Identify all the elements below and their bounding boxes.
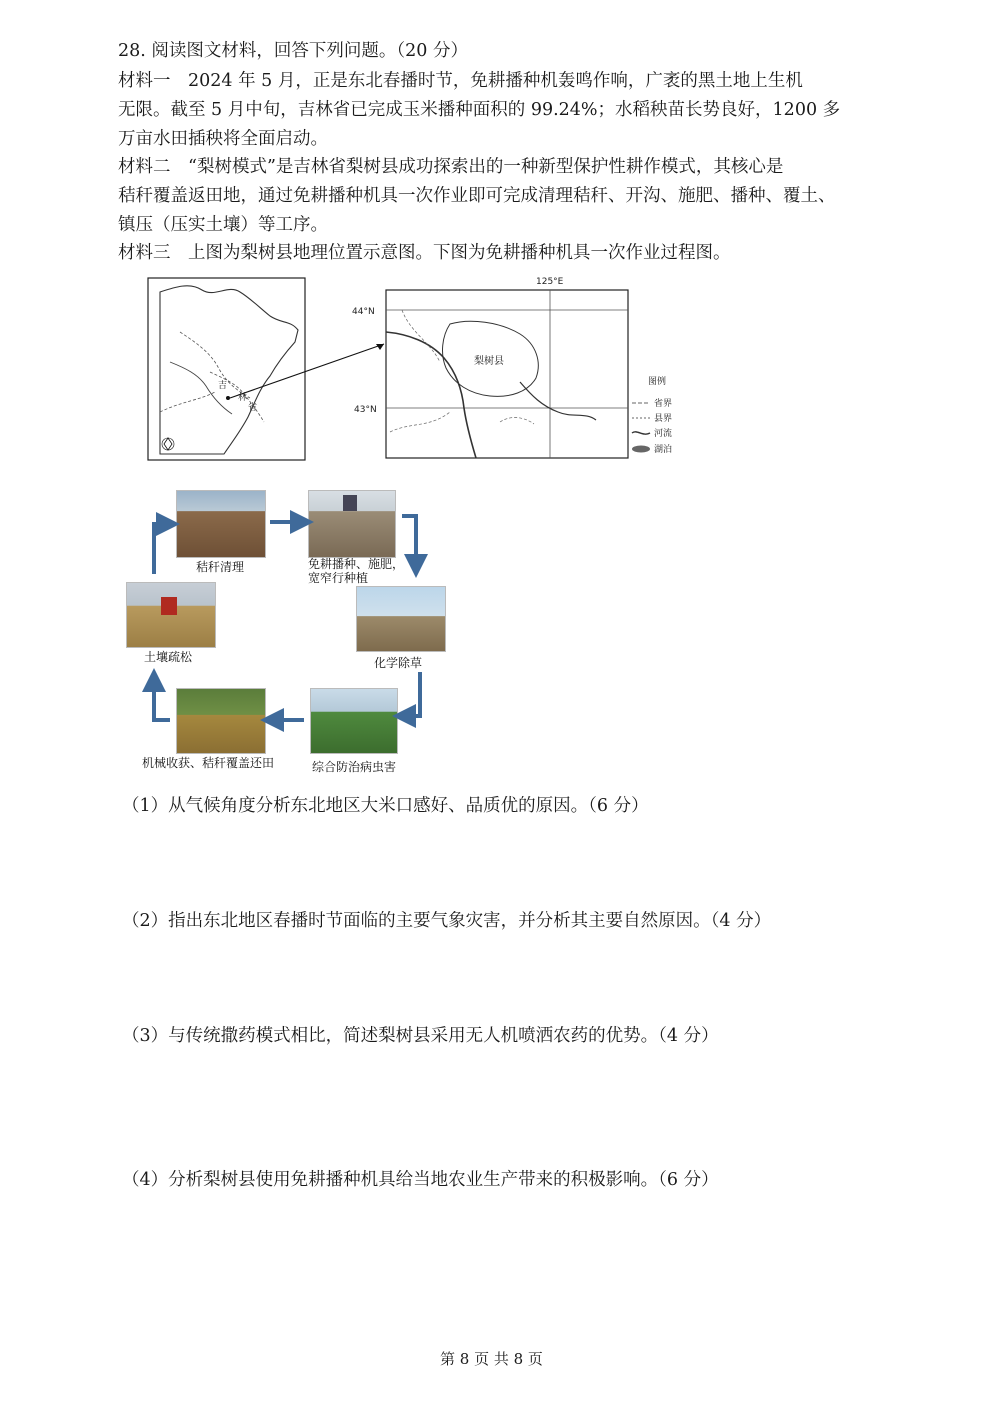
svg-text:湖泊: 湖泊: [654, 445, 673, 455]
arrow-up-left: [154, 680, 170, 720]
material2-line3: 镇压（压实土壤）等工序。: [118, 215, 328, 235]
caption-chemical-weeding: 化学除草: [374, 656, 423, 670]
svg-text:河流: 河流: [654, 429, 673, 439]
caption-pest-control: 综合防治病虫害: [312, 760, 397, 774]
question-heading: 28. 阅读图文材料，回答下列问题。（20 分）: [118, 41, 468, 61]
cycle-arrows: [120, 484, 460, 776]
map-legend: [632, 375, 672, 455]
material1-line2: 无限。截至 5 月中旬，吉林省已完成玉米播种面积的 99.24%；水稻秧苗长势良好，1200 多: [118, 100, 841, 120]
material2-line2: 秸秆覆盖返田地，通过免耕播种机具一次作业即可完成清理秸秆、开沟、施肥、播种、覆土、: [118, 186, 836, 206]
caption-straw-clearing: 秸秆清理: [196, 560, 245, 574]
svg-text:省界: 省界: [654, 399, 673, 409]
caption-soil-loosening: 土壤疏松: [144, 650, 193, 664]
svg-text:吉: 吉: [218, 381, 228, 391]
caption-no-till-seeding-2: 宽窄行种植: [308, 571, 369, 585]
svg-text:44°N: 44°N: [352, 307, 375, 317]
subquestion-1: （1）从气候角度分析东北地区大米口感好、品质优的原因。（6 分）: [122, 796, 649, 816]
svg-text:县界: 县界: [654, 414, 673, 424]
svg-text:43°N: 43°N: [354, 405, 377, 415]
location-map: [140, 272, 695, 464]
detail-frame: [386, 290, 628, 458]
subquestion-3: （3）与传统撒药模式相比，简述梨树县采用无人机喷洒农药的优势。（4 分）: [122, 1026, 719, 1046]
svg-text:图例: 图例: [648, 377, 667, 387]
svg-text:省: 省: [248, 403, 258, 413]
svg-text:林: 林: [238, 393, 248, 403]
lishu-point: [226, 396, 230, 400]
material1-line3: 万亩水田插秧将全面启动。: [118, 129, 328, 149]
svg-text:125°E: 125°E: [536, 277, 564, 287]
subquestion-2: （2）指出东北地区春播时节面临的主要气象灾害，并分析其主要自然原因。（4 分）: [122, 911, 772, 931]
arrow-down-right: [402, 516, 416, 566]
material2-line1: 材料二 “梨树模式”是吉林省梨树县成功探索出的一种新型保护性耕作模式，其核心是: [118, 157, 784, 177]
arrow-down-to-pest: [404, 672, 420, 716]
arrow-up-to-clearing: [154, 524, 168, 574]
material1-line1: 材料一 2024 年 5 月，正是东北春播时节，免耕播种机轰鸣作响，广袤的黑土地上生机: [118, 71, 803, 91]
caption-harvest: 机械收获、秸秆覆盖还田: [142, 756, 275, 770]
material3-line: 材料三 上图为梨树县地理位置示意图。下图为免耕播种机具一次作业过程图。: [118, 243, 731, 263]
inset-frame: [148, 278, 305, 460]
cycle-diagram: [120, 484, 460, 776]
subquestion-4: （4）分析梨树县使用免耕播种机具给当地农业生产带来的积极影响。（6 分）: [122, 1170, 719, 1190]
caption-no-till-seeding-1: 免耕播种、施肥，: [308, 557, 405, 571]
page-footer: 第 8 页 共 8 页: [440, 1350, 543, 1368]
svg-text:梨树县: 梨树县: [474, 356, 504, 367]
